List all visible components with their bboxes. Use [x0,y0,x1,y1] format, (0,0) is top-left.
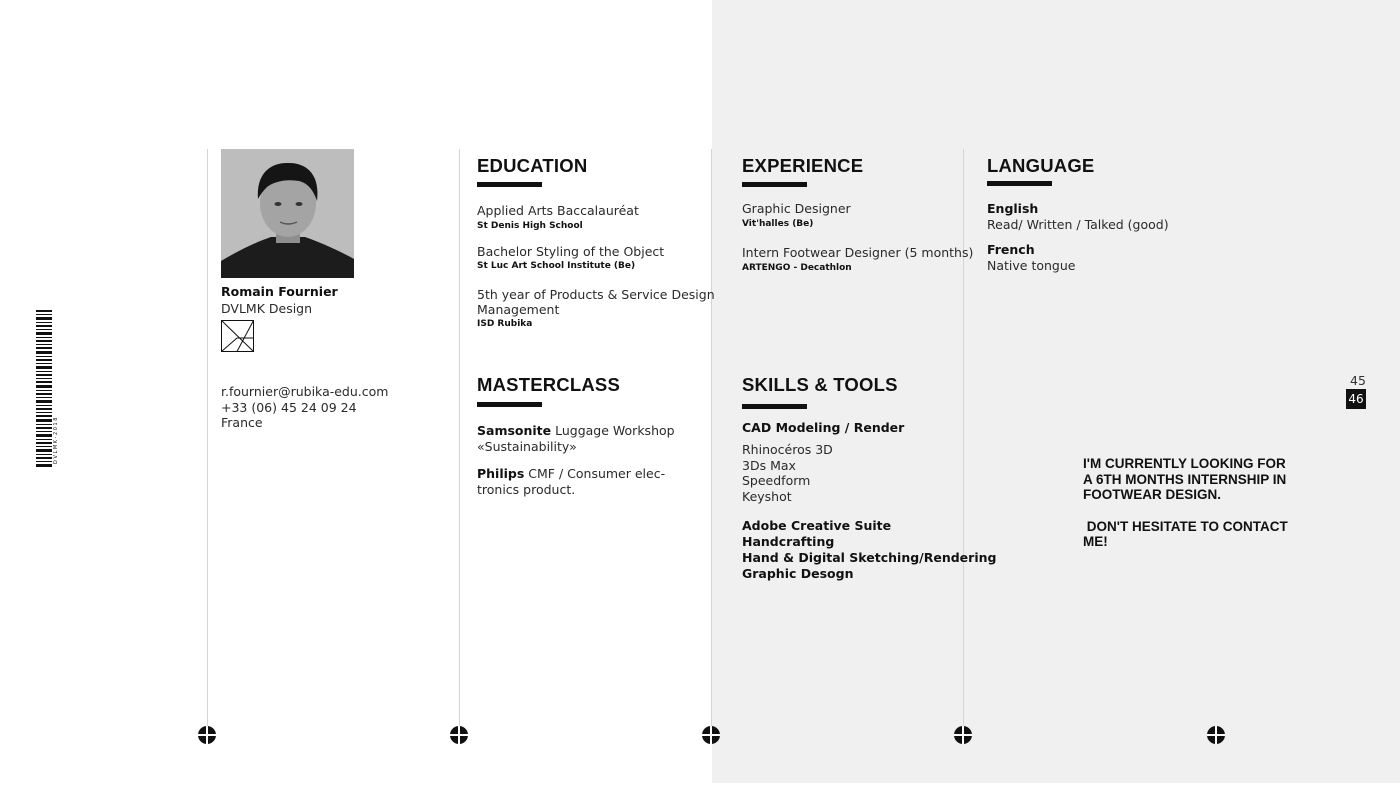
skills-other: Graphic Desogn [742,566,854,581]
masterclass-item [477,466,665,482]
contact-country: France [221,415,263,430]
skills-tool: Speedform [742,473,811,488]
skills-other: Adobe Creative Suite [742,518,892,533]
column-guide [459,149,460,735]
education-degree-cont: Management [477,302,560,317]
profile-name: Romain Fournier [221,284,338,299]
language-level: Native tongue [987,258,1076,273]
masterclass-brand: Philips [477,466,525,481]
barcode-icon [36,310,60,468]
masterclass-brand: Samsonite [477,423,552,438]
skills-tool: Rhinocéros 3D [742,442,833,457]
registration-mark-icon [702,726,720,744]
masterclass-title: MASTERCLASS [477,374,621,395]
column-guide [711,149,712,735]
skills-other: Handcrafting [742,534,835,549]
education-degree: Bachelor Styling of the Object [477,244,665,259]
registration-mark-icon [954,726,972,744]
education-degree: Applied Arts Baccalauréat [477,203,639,218]
skills-title: SKILLS & TOOLS [742,374,898,395]
column-guide [207,149,208,735]
masterclass-desc: Luggage Workshop [551,423,675,438]
education-degree: 5th year of Products & Service Design [477,287,715,302]
callout-line: A 6TH MONTHS INTERNSHIP IN [1083,471,1287,487]
experience-role: Graphic Designer [742,201,851,216]
language-level: Read/ Written / Talked (good) [987,217,1169,232]
barcode-text: D V L M K - 2 0 1 8 [53,417,59,464]
masterclass-desc-cont: tronics product. [477,482,576,497]
registration-mark-icon [1207,726,1225,744]
skills-tool: Keyshot [742,489,792,504]
experience-role: Intern Footwear Designer (5 months) [742,245,974,260]
experience-company: Vit'halles (Be) [742,219,814,229]
skills-other: Hand & Digital Sketching/Rendering [742,550,997,565]
language-name: English [987,201,1039,216]
skills-tool: 3Ds Max [742,458,796,473]
page-number-left: 45 [1350,373,1366,388]
masterclass-desc: CMF / Consumer elec- [524,466,666,481]
education-school: ISD Rubika [477,319,533,329]
registration-mark-icon [198,726,216,744]
internship-callout [1083,456,1323,550]
portrait-image [221,149,354,278]
callout-spacer [1083,503,1323,519]
page-number-right: 46 [1346,389,1366,409]
skills-cad-title: CAD Modeling / Render [742,420,905,435]
heading-rule [987,181,1052,186]
column-guide [963,149,964,735]
masterclass-item [477,423,675,439]
language-name: French [987,242,1035,257]
education-school: St Denis High School [477,221,583,231]
heading-rule [477,402,542,407]
profile-company: DVLMK Design [221,301,313,316]
contact-email[interactable]: r.fournier@rubika-edu.com [221,384,389,399]
education-title: EDUCATION [477,155,588,176]
callout-line: FOOTWEAR DESIGN. [1083,487,1221,502]
heading-rule [477,182,542,187]
callout-line: I'M CURRENTLY LOOKING FOR [1083,456,1286,471]
callout-line: ME! [1083,534,1108,549]
language-title: LANGUAGE [987,155,1095,176]
heading-rule [742,182,807,187]
barcode [36,310,60,468]
contact-phone: +33 (06) 45 24 09 24 [221,400,357,415]
callout-line: DON'T HESITATE TO CONTACT [1083,518,1288,534]
logo-icon [221,320,254,352]
experience-company: ARTENGO - Decathlon [742,263,852,273]
profile-photo [221,149,354,278]
education-school: St Luc Art School Institute (Be) [477,261,636,271]
experience-title: EXPERIENCE [742,155,864,176]
heading-rule [742,404,807,409]
masterclass-desc-cont: «Sustainability» [477,439,577,454]
registration-mark-icon [450,726,468,744]
